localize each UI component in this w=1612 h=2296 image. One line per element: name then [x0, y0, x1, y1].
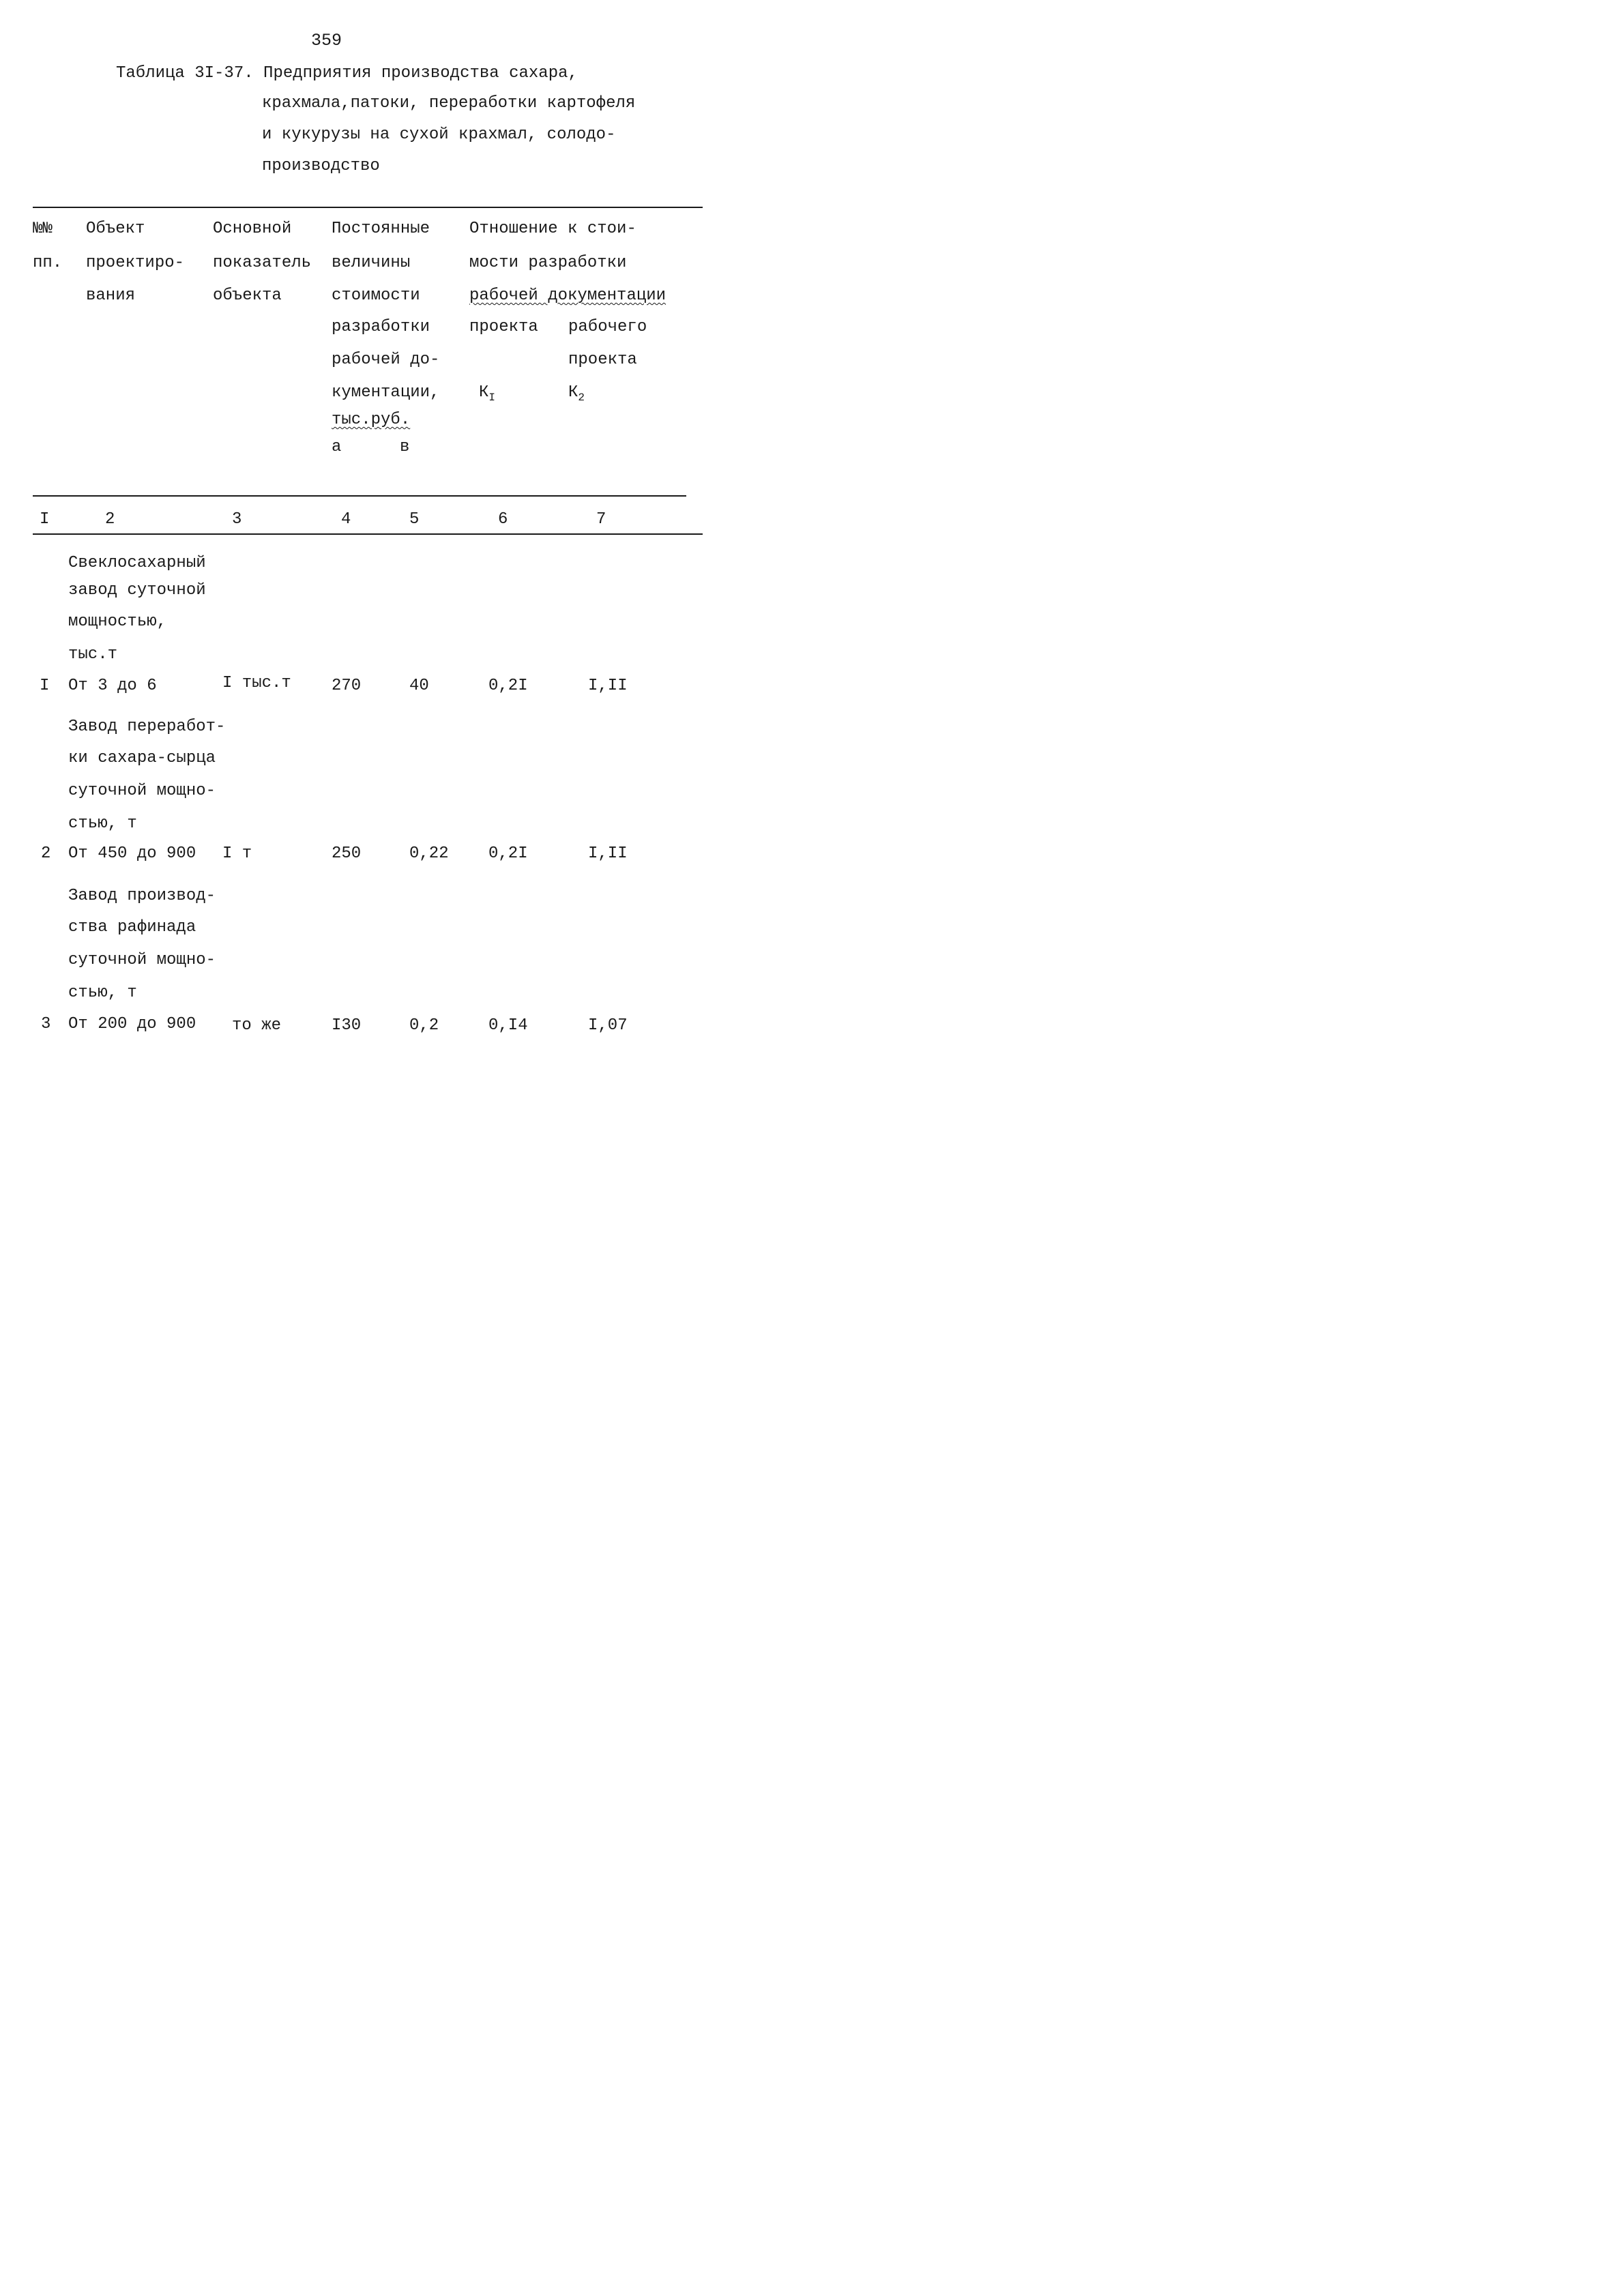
row-value-a: I30 [332, 1016, 362, 1035]
header-text: величины [332, 254, 411, 272]
section-description: завод суточной [68, 581, 206, 600]
section-description: тыс.т [68, 645, 118, 664]
section-description: суточной мощно- [68, 782, 216, 800]
row-value-b: 40 [409, 677, 429, 695]
row-indicator: то же [232, 1016, 282, 1035]
header-text: вания [86, 286, 136, 305]
header-text: Основной [213, 220, 292, 238]
row-number: 3 [41, 1015, 51, 1033]
section-description: стью, т [68, 984, 137, 1002]
col-number: 6 [498, 510, 508, 529]
col-number: 3 [232, 510, 242, 529]
row-value-a: 250 [332, 844, 362, 863]
row-k1: 0,2I [488, 844, 528, 863]
row-k1: 0,2I [488, 677, 528, 695]
header-text-unit: тыс.руб. [332, 411, 411, 429]
header-text: стоимости [332, 286, 420, 305]
row-indicator: I т [222, 844, 252, 863]
header-text: Отношение к стои- [469, 220, 636, 238]
header-text-project: проекта [469, 318, 538, 336]
row-value-b: 0,2 [409, 1016, 439, 1035]
col-number: 5 [409, 510, 420, 529]
header-bottom-rule [33, 495, 686, 497]
col-number: 7 [596, 510, 606, 529]
header-text: проектиро- [86, 254, 185, 272]
column-numbers-rule [33, 533, 703, 535]
header-text: мости разработки [469, 254, 627, 272]
header-text: объекта [213, 286, 282, 305]
header-sub-a: а [332, 438, 342, 456]
row-k1: 0,I4 [488, 1016, 528, 1035]
col-number: 4 [341, 510, 351, 529]
header-top-rule [33, 207, 703, 208]
header-text-working-project: проекта [568, 351, 637, 369]
col-number: 2 [105, 510, 115, 529]
header-text: кументации, [332, 383, 440, 402]
header-text: №№ [33, 220, 53, 238]
header-text: рабочей документации [469, 286, 666, 305]
header-text: пп. [33, 254, 63, 272]
row-number: I [40, 677, 50, 695]
header-k2: $К_2$ [568, 383, 585, 404]
header-sub-b: в [400, 438, 410, 456]
row-number: 2 [41, 844, 51, 863]
section-description: Свеклосахарный [68, 554, 206, 572]
header-text: разработки [332, 318, 430, 336]
page-number: 359 [311, 31, 342, 50]
section-description: суточной мощно- [68, 951, 216, 969]
row-value-a: 270 [332, 677, 362, 695]
row-object: От 3 до 6 [68, 677, 157, 695]
header-text: рабочей до- [332, 351, 440, 369]
header-k1: $К_I$ [479, 383, 496, 404]
section-description: ства рафинада [68, 918, 196, 937]
header-text: показатель [213, 254, 312, 272]
row-indicator: I тыс.т [222, 674, 291, 692]
header-text: Объект [86, 220, 145, 238]
col-number: I [40, 510, 50, 529]
row-object: От 200 до 900 [68, 1015, 196, 1033]
row-k2: I,II [588, 844, 628, 863]
header-text-working: рабочего [568, 318, 647, 336]
table-title-line-1: Таблица 3I-37. Предприятия производства сахара, [116, 64, 578, 83]
row-k2: I,07 [588, 1016, 628, 1035]
row-k2: I,II [588, 677, 628, 695]
section-description: Завод переработ- [68, 718, 226, 736]
section-description: ки сахара-сырца [68, 749, 216, 767]
section-description: Завод производ- [68, 887, 216, 905]
header-text: Постоянные [332, 220, 430, 238]
row-value-b: 0,22 [409, 844, 449, 863]
table-title-line-2: крахмала,патоки, переработки картофеля [262, 94, 636, 113]
section-description: мощностью, [68, 613, 167, 631]
section-description: стью, т [68, 814, 137, 833]
row-object: От 450 до 900 [68, 844, 196, 863]
table-title-line-3: и кукурузы на сухой крахмал, солодо- [262, 126, 616, 144]
table-title-line-4: производство [262, 157, 380, 175]
